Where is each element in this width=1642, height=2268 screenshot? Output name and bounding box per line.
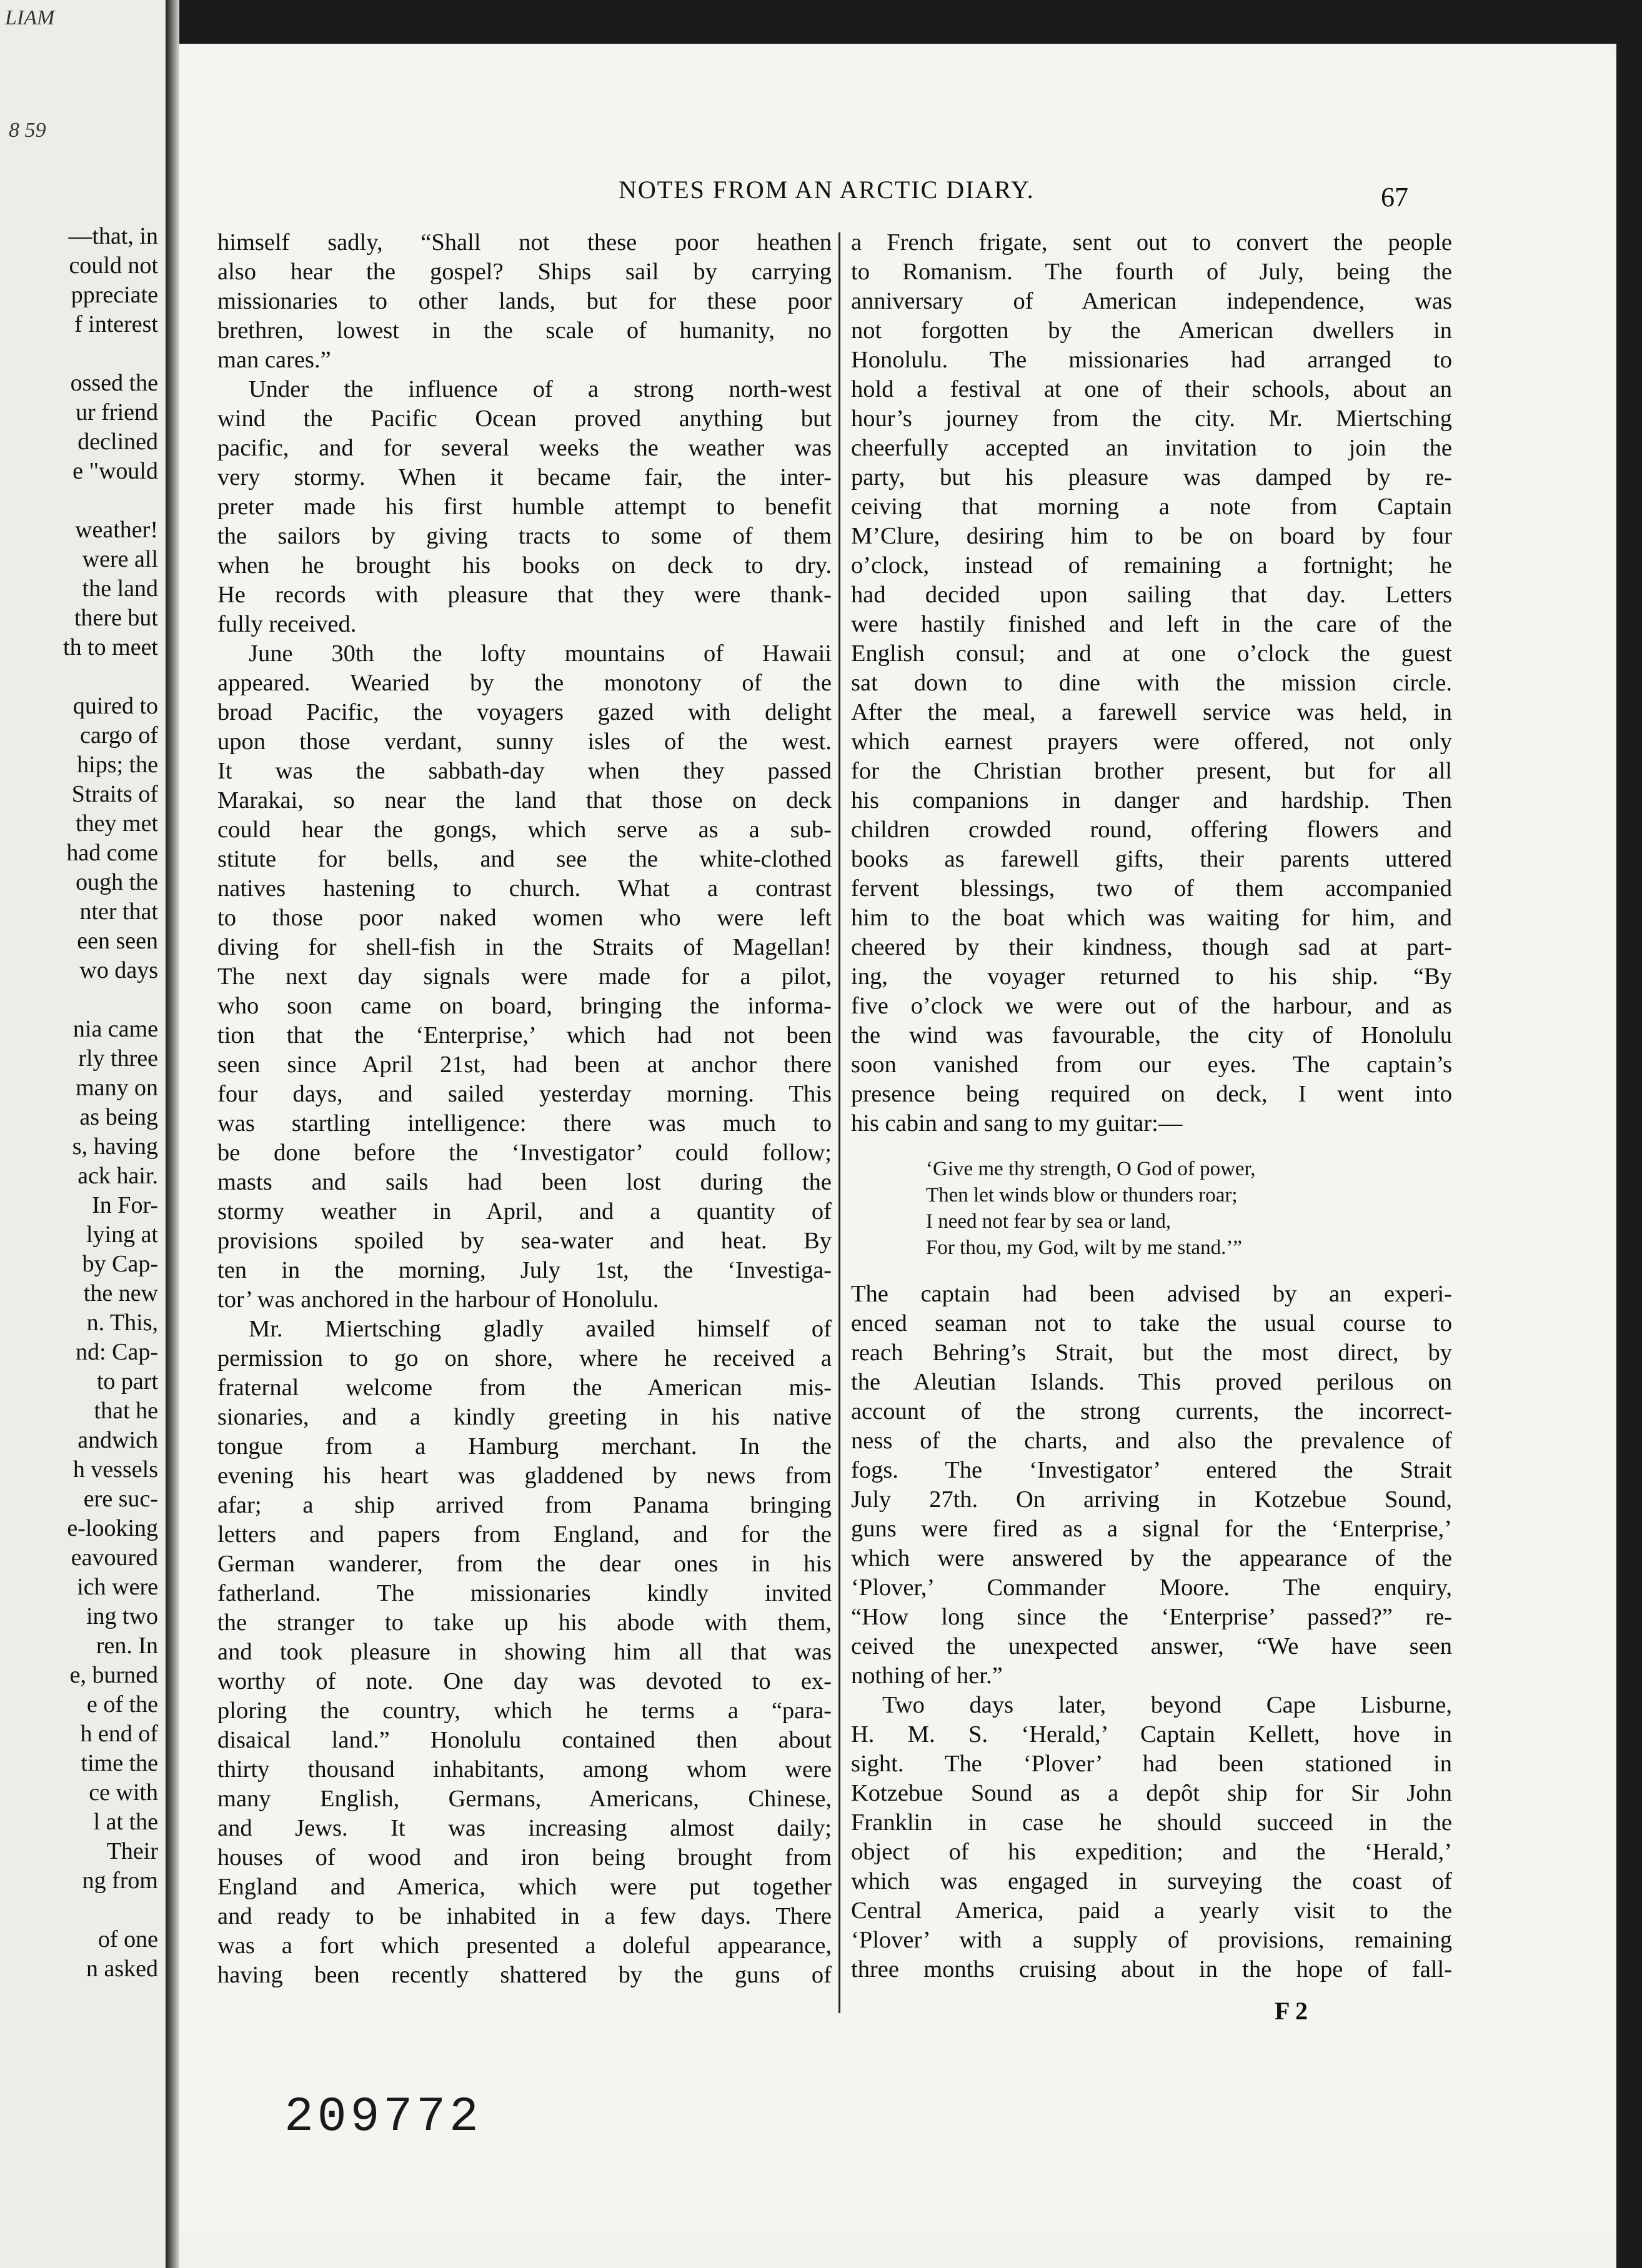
- left-page-line: ng from: [82, 1868, 158, 1894]
- text-line: stitute for bells, and see the white-clothed: [217, 846, 832, 872]
- left-page-text-fragments: [2, 222, 158, 1984]
- text-line: the wind was favourable, the city of Honolulu: [851, 1022, 1452, 1048]
- text-line: masts and sails had been lost during the: [217, 1169, 832, 1195]
- text-line: pacific, and for several weeks the weather was: [217, 435, 832, 461]
- text-line: Honolulu. The missionaries had arranged to: [851, 347, 1452, 373]
- left-page-line: n asked: [86, 1956, 158, 1982]
- left-page-line: n. This,: [86, 1310, 158, 1336]
- text-column-left: [217, 228, 832, 1990]
- text-line: party, but his pleasure was damped by re-: [851, 464, 1452, 490]
- left-page-line: had come: [66, 840, 158, 866]
- text-line: having been recently shattered by the guns of: [217, 1962, 832, 1988]
- text-line: “How long since the ‘Enterprise’ passed?” re-: [851, 1604, 1452, 1630]
- text-line: tor’ was anchored in the harbour of Honolulu.: [217, 1286, 659, 1313]
- left-page-line: by Cap-: [82, 1251, 158, 1277]
- text-line: permission to go on shore, where he received a: [217, 1345, 832, 1371]
- text-line: when he brought his books on deck to dry.: [217, 552, 832, 579]
- text-line: account of the strong currents, the incorrect-: [851, 1398, 1452, 1425]
- left-page-line: quired to: [72, 693, 158, 719]
- left-page-line: e "would: [72, 458, 158, 484]
- text-line: English consul; and at one o’clock the guest: [851, 640, 1452, 667]
- text-line: man cares.”: [217, 347, 331, 373]
- text-line: and took pleasure in showing him all that was: [217, 1639, 832, 1665]
- left-page-line: [2, 662, 158, 692]
- text-line: also hear the gospel? Ships sail by carrying: [217, 259, 832, 285]
- text-line: anniversary of American independence, was: [851, 288, 1452, 314]
- text-line: ing, the voyager returned to his ship. “By: [851, 963, 1452, 990]
- text-line: ness of the charts, and also the prevalence of: [851, 1428, 1452, 1454]
- text-line: fervent blessings, two of them accompanied: [851, 875, 1452, 902]
- text-line: July 27th. On arriving in Kotzebue Sound,: [851, 1486, 1452, 1513]
- left-page-line: that he: [94, 1398, 158, 1424]
- left-page-line: ce with: [89, 1779, 158, 1806]
- left-page-line: many on: [76, 1075, 158, 1101]
- margin-note: LIAM: [5, 6, 55, 29]
- left-page-line: ack hair.: [77, 1163, 158, 1189]
- left-page-line: f interest: [74, 311, 158, 337]
- text-line: which earnest prayers were offered, not only: [851, 729, 1452, 755]
- verse-line: For thou, my God, wilt by me stand.’”: [926, 1236, 1242, 1259]
- text-line: not forgotten by the American dwellers in: [851, 317, 1452, 344]
- left-page-line: h vessels: [72, 1456, 158, 1483]
- text-line: wind the Pacific Ocean proved anything but: [217, 405, 832, 432]
- text-line: ploring the country, which he terms a “para-: [217, 1698, 832, 1724]
- text-line: for the Christian brother present, but for all: [851, 758, 1452, 784]
- left-page-line: ossed the: [70, 370, 158, 396]
- text-line: him to the boat which was waiting for him, and: [851, 905, 1452, 931]
- left-page-line: rly three: [78, 1045, 158, 1072]
- text-line: The captain had been advised by an experi-: [851, 1281, 1452, 1307]
- left-page-line: ur friend: [76, 399, 158, 425]
- running-header: NOTES FROM AN ARCTIC DIARY.: [619, 176, 1035, 204]
- text-line: Marakai, so near the land that those on deck: [217, 787, 832, 813]
- text-line: guns were fired as a signal for the ‘Enterprise,’: [851, 1516, 1452, 1542]
- library-stamp-number: 209772: [284, 2090, 482, 2145]
- left-page-line: weather!: [75, 517, 158, 543]
- text-line: his cabin and sang to my guitar:—: [851, 1110, 1183, 1136]
- left-page-line: e-looking: [67, 1515, 158, 1541]
- text-line: The next day signals were made for a pilot,: [217, 963, 832, 990]
- text-line: the stranger to take up his abode with them,: [217, 1609, 832, 1636]
- left-page-line: [2, 985, 158, 1015]
- left-page-line: s, having: [72, 1133, 158, 1160]
- text-line: three months cruising about in the hope of fall-: [851, 1956, 1452, 1982]
- left-page-line: In For-: [92, 1192, 158, 1218]
- text-line: reach Behring’s Strait, but the most direct, by: [851, 1340, 1452, 1366]
- text-line: many English, Germans, Americans, Chinese,: [217, 1786, 832, 1812]
- text-line: enced seaman not to take the usual course to: [851, 1310, 1452, 1336]
- left-page-line: cargo of: [80, 722, 158, 749]
- left-page-line: as being: [79, 1104, 158, 1130]
- text-column-right: [851, 228, 1452, 1984]
- column-divider: [838, 232, 840, 2013]
- margin-note: 8 59: [9, 119, 46, 142]
- text-line: hold a festival at one of their schools, about an: [851, 376, 1452, 402]
- text-line: which was engaged in surveying the coast of: [851, 1868, 1452, 1894]
- left-page-line: l at the: [93, 1809, 158, 1835]
- left-page-line: andwich: [77, 1427, 158, 1453]
- left-page-line: there but: [74, 605, 158, 631]
- text-line: presence being required on deck, I went into: [851, 1081, 1452, 1107]
- text-line: was a fort which presented a doleful appearance,: [217, 1932, 832, 1959]
- text-line: hour’s journey from the city. Mr. Miertsching: [851, 405, 1452, 432]
- text-line: broad Pacific, the voyagers gazed with delight: [217, 699, 832, 725]
- text-line: ceiving that morning a note from Captain: [851, 494, 1452, 520]
- paragraph-block: [851, 1280, 1452, 1984]
- text-line: Under the influence of a strong north-west: [249, 376, 832, 402]
- text-line: Kotzebue Sound as a depôt ship for Sir John: [851, 1780, 1452, 1806]
- text-line: who soon came on board, bringing the informa-: [217, 993, 832, 1019]
- text-line: sight. The ‘Plover’ had been stationed in: [851, 1751, 1452, 1777]
- left-page-line: eavoured: [71, 1544, 158, 1571]
- text-line: very stormy. When it became fair, the inter-: [217, 464, 832, 490]
- text-line: afar; a ship arrived from Panama bringing: [217, 1492, 832, 1518]
- text-line: object of his expedition; and the ‘Herald,’: [851, 1839, 1452, 1865]
- left-page-line: th to meet: [63, 634, 158, 660]
- left-page-edge: [0, 0, 167, 2268]
- signature-mark: F 2: [1275, 1997, 1308, 2025]
- text-line: four days, and sailed yesterday morning. This: [217, 1081, 832, 1107]
- left-page-line: wo days: [79, 957, 158, 983]
- left-page-line: ough the: [76, 869, 158, 895]
- text-line: were hastily finished and left in the care of the: [851, 611, 1452, 637]
- paragraph-block: [851, 228, 1452, 1138]
- verse-line: ‘Give me thy strength, O God of power,: [926, 1158, 1256, 1180]
- text-line: nothing of her.”: [851, 1663, 1003, 1689]
- text-line: himself sadly, “Shall not these poor heathen: [217, 229, 832, 256]
- left-page-line: nia came: [72, 1016, 158, 1042]
- left-page-line: the land: [82, 575, 158, 602]
- text-line: five o’clock we were out of the harbour, and as: [851, 993, 1452, 1019]
- text-line: and Jews. It was increasing almost daily;: [217, 1815, 832, 1841]
- text-line: and ready to be inhabited in a few days. There: [217, 1903, 832, 1929]
- left-page-line: time the: [81, 1750, 158, 1776]
- left-page-line: e, burned: [69, 1662, 158, 1688]
- text-line: It was the sabbath-day when they passed: [217, 758, 832, 784]
- text-line: a French frigate, sent out to convert the people: [851, 229, 1452, 256]
- text-line: upon those verdant, sunny isles of the west.: [217, 729, 832, 755]
- text-line: o’clock, instead of remaining a fortnight; he: [851, 552, 1452, 579]
- verse-line: I need not fear by sea or land,: [926, 1210, 1172, 1233]
- verse-line: Then let winds blow or thunders roar;: [926, 1184, 1238, 1206]
- text-line: England and America, which were put together: [217, 1874, 832, 1900]
- text-line: German wanderer, from the dear ones in his: [217, 1551, 832, 1577]
- text-line: fully received.: [217, 611, 357, 637]
- text-line: fraternal welcome from the American mis-: [217, 1375, 832, 1401]
- left-page-line: to part: [96, 1368, 158, 1395]
- left-page-line: h end of: [80, 1721, 158, 1747]
- text-line: Franklin in case he should succeed in the: [851, 1809, 1452, 1836]
- left-page-line: were all: [82, 546, 158, 572]
- left-page-line: could not: [69, 252, 158, 279]
- left-page-line: nd: Cap-: [76, 1339, 158, 1365]
- text-line: letters and papers from England, and for the: [217, 1521, 832, 1548]
- left-page-line: ppreciate: [71, 282, 158, 308]
- text-line: ten in the morning, July 1st, the ‘Investiga-: [217, 1257, 832, 1283]
- text-line: He records with pleasure that they were thank-: [217, 582, 832, 608]
- text-line: M’Clure, desiring him to be on board by four: [851, 523, 1452, 549]
- text-line: his companions in danger and hardship. Then: [851, 787, 1452, 813]
- text-line: fogs. The ‘Investigator’ entered the Strait: [851, 1457, 1452, 1483]
- left-page-line: lying at: [86, 1221, 158, 1248]
- text-line: houses of wood and iron being brought from: [217, 1844, 832, 1871]
- left-page-line: ren. In: [96, 1633, 158, 1659]
- text-line: to those poor naked women who were left: [217, 905, 832, 931]
- text-line: ceived the unexpected answer, “We have seen: [851, 1633, 1452, 1659]
- text-line: Two days later, beyond Cape Lisburne,: [882, 1692, 1452, 1718]
- text-line: evening his heart was gladdened by news from: [217, 1463, 832, 1489]
- left-page-line: they met: [76, 810, 158, 837]
- left-page-line: —that, in: [68, 223, 158, 249]
- page-number: 67: [1381, 182, 1408, 212]
- text-line: appeared. Wearied by the monotony of the: [217, 670, 832, 696]
- left-page-line: e of the: [87, 1691, 158, 1718]
- text-line: fatherland. The missionaries kindly invited: [217, 1580, 832, 1606]
- left-page-line: ing two: [86, 1603, 158, 1629]
- text-line: could hear the gongs, which serve as a sub-: [217, 817, 832, 843]
- text-line: the sailors by giving tracts to some of them: [217, 523, 832, 549]
- text-line: sat down to dine with the mission circle.: [851, 670, 1452, 696]
- text-line: Mr. Miertsching gladly availed himself of: [249, 1316, 832, 1342]
- left-page-line: of one: [97, 1926, 158, 1952]
- text-line: thirty thousand inhabitants, among whom were: [217, 1756, 832, 1783]
- left-page-line: the new: [83, 1280, 158, 1306]
- text-line: to Romanism. The fourth of July, being the: [851, 259, 1452, 285]
- text-line: missionaries to other lands, but for these poor: [217, 288, 832, 314]
- text-line: sionaries, and a kindly greeting in his native: [217, 1404, 832, 1430]
- verse-quote: [851, 1156, 1452, 1261]
- book-gutter: [166, 0, 179, 2268]
- left-page-line: hips; the: [77, 752, 158, 778]
- text-line: tongue from a Hamburg merchant. In the: [217, 1433, 832, 1460]
- text-line: H. M. S. ‘Herald,’ Captain Kellett, hove in: [851, 1721, 1452, 1748]
- text-line: children crowded round, offering flowers and: [851, 817, 1452, 843]
- text-line: ‘Plover,’ Commander Moore. The enquiry,: [851, 1574, 1452, 1601]
- text-line: cheerfully accepted an invitation to join the: [851, 435, 1452, 461]
- text-line: June 30th the lofty mountains of Hawaii: [249, 640, 832, 667]
- text-line: the Aleutian Islands. This proved perilous on: [851, 1369, 1452, 1395]
- left-page-line: Their: [106, 1838, 158, 1864]
- left-page-line: declined: [77, 429, 158, 455]
- text-line: preter made his first humble attempt to benefit: [217, 494, 832, 520]
- scan-border-top: [0, 0, 1642, 44]
- text-line: books as farewell gifts, their parents uttered: [851, 846, 1452, 872]
- left-page-line: ich were: [77, 1574, 158, 1600]
- text-line: seen since April 21st, had been at anchor there: [217, 1052, 832, 1078]
- scan-border-right: [1616, 0, 1642, 2268]
- text-line: worthy of note. One day was devoted to ex-: [217, 1668, 832, 1694]
- text-line: be done before the ‘Investigator’ could follow;: [217, 1140, 832, 1166]
- left-page-line: [2, 486, 158, 515]
- left-page-line: [2, 339, 158, 369]
- text-line: natives hastening to church. What a contrast: [217, 875, 832, 902]
- text-line: had decided upon sailing that day. Letters: [851, 582, 1452, 608]
- text-line: diving for shell-fish in the Straits of Magellan!: [217, 934, 832, 960]
- left-page-line: ere suc-: [83, 1486, 158, 1512]
- left-page-line: een seen: [77, 928, 158, 954]
- text-line: tion that the ‘Enterprise,’ which had not been: [217, 1022, 832, 1048]
- text-line: stormy weather in April, and a quantity of: [217, 1198, 832, 1225]
- left-page-line: nter that: [79, 898, 158, 925]
- text-line: soon vanished from our eyes. The captain’s: [851, 1052, 1452, 1078]
- text-line: provisions spoiled by sea-water and heat. By: [217, 1228, 832, 1254]
- text-line: Central America, paid a yearly visit to the: [851, 1897, 1452, 1924]
- text-line: After the meal, a farewell service was held, in: [851, 699, 1452, 725]
- text-line: was startling intelligence: there was much to: [217, 1110, 832, 1136]
- text-line: disaical land.” Honolulu contained then about: [217, 1727, 832, 1753]
- text-line: brethren, lowest in the scale of humanity, no: [217, 317, 832, 344]
- text-line: ‘Plover’ with a supply of provisions, remaining: [851, 1927, 1452, 1953]
- text-line: cheered by their kindness, though sad at part-: [851, 934, 1452, 960]
- left-page-line: Straits of: [71, 781, 158, 807]
- left-page-line: [2, 1896, 158, 1925]
- text-line: which were answered by the appearance of the: [851, 1545, 1452, 1571]
